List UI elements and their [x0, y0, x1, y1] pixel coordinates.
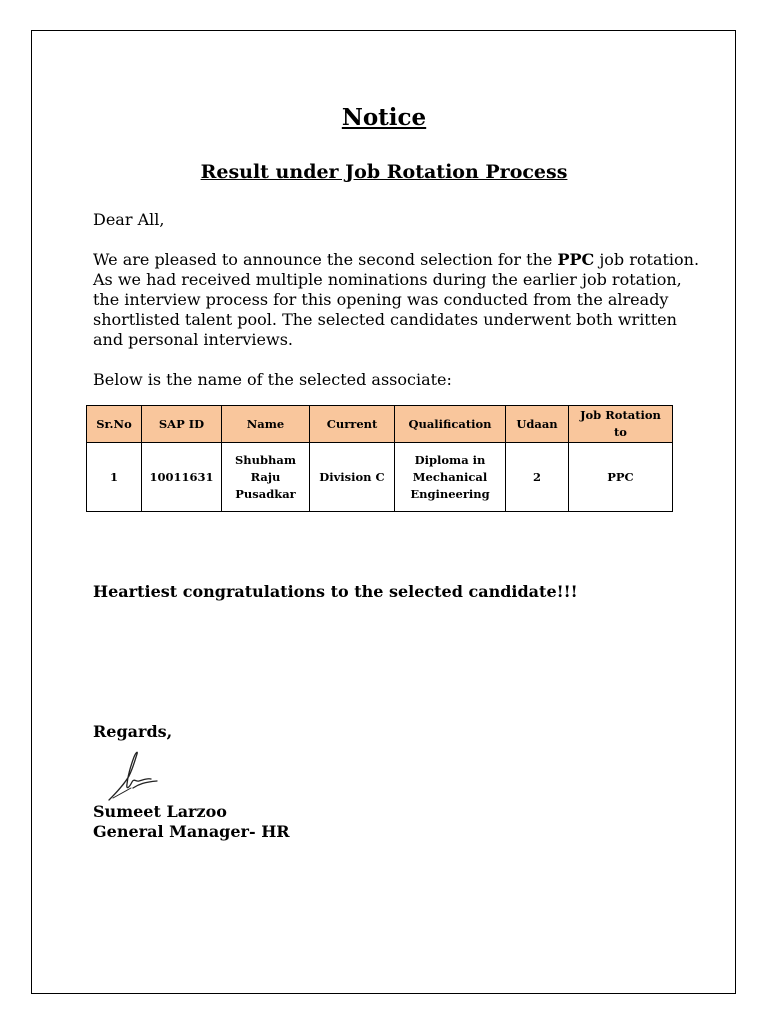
cell-srno: 1 — [87, 443, 142, 512]
paragraph-line — [93, 250, 699, 270]
congratulations-line: Heartiest congratulations to the selected candidate!!! — [93, 582, 578, 601]
announcement-paragraph — [93, 250, 699, 350]
cell-qualification: Diploma in Mechanical Engineering — [395, 443, 506, 512]
paragraph-line: shortlisted talent pool. The selected candidates underwent both written — [93, 310, 677, 329]
paragraph-text: job rotation. — [594, 250, 700, 269]
paragraph-line: the interview process for this opening was conducted from the already — [93, 290, 669, 309]
signer-role: General Manager- HR — [93, 822, 290, 841]
cell-job-rotation: PPC — [569, 443, 673, 512]
table-header-row — [87, 406, 673, 443]
notice-subtitle: Result under Job Rotation Process — [200, 161, 568, 183]
job-rotation-target: PPC — [557, 250, 595, 269]
column-header-qualification: Qualification — [395, 406, 506, 443]
regards-line: Regards, — [93, 722, 173, 741]
paragraph-line: and personal interviews. — [93, 330, 294, 349]
intro-line: Below is the name of the selected associate: — [93, 370, 452, 389]
column-header-sap-id: SAP ID — [142, 406, 222, 443]
column-header-srno: Sr.No — [87, 406, 142, 443]
notice-title: Notice — [341, 104, 427, 131]
column-header-job-rotation: Job Rotation to — [569, 406, 673, 443]
column-header-name: Name — [222, 406, 310, 443]
paragraph-line: As we had received multiple nominations during the earlier job rotation, — [93, 270, 682, 289]
column-header-current: Current — [310, 406, 395, 443]
selection-table — [86, 405, 673, 512]
table-row — [87, 443, 673, 512]
paragraph-text: We are pleased to announce the second selection for the — [93, 250, 558, 269]
cell-name: Shubham Raju Pusadkar — [222, 443, 310, 512]
cell-sap-id: 10011631 — [142, 443, 222, 512]
cell-current: Division C — [310, 443, 395, 512]
column-header-udaan: Udaan — [506, 406, 569, 443]
signer-name: Sumeet Larzoo — [93, 802, 227, 821]
greeting: Dear All, — [93, 210, 165, 229]
signature-icon — [103, 748, 163, 804]
cell-udaan: 2 — [506, 443, 569, 512]
